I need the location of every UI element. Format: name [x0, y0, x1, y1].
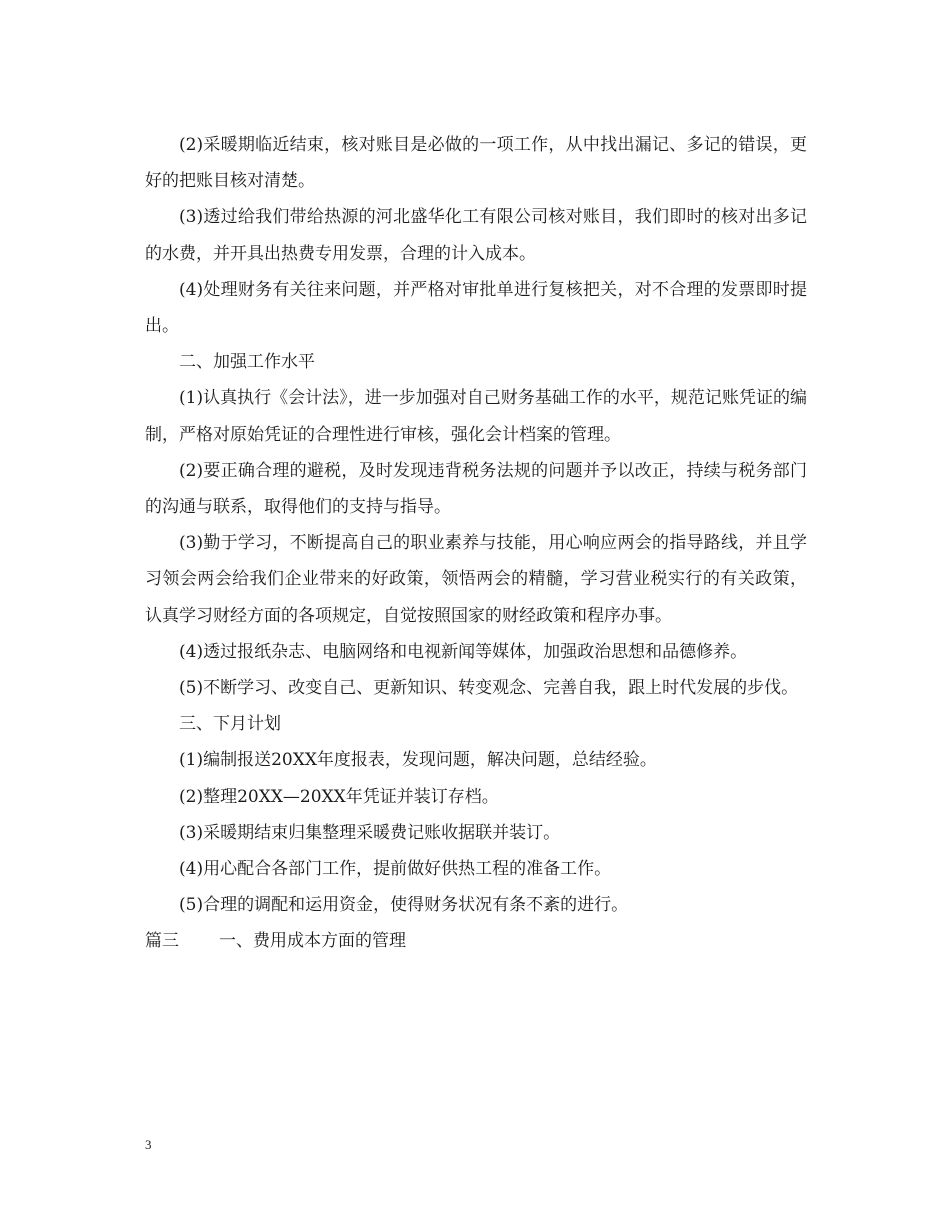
paragraph: (2)要正确合理的避税，及时发现违背税务法规的问题并予以改正，持续与税务部门的沟通与联系，取得他们的支持与指导。 — [145, 460, 807, 518]
page-number: 3 — [145, 1137, 152, 1152]
list-item: (4)用心配合各部门工作，提前做好供热工程的准备工作。 — [179, 859, 612, 880]
section-title: 一、费用成本方面的管理 — [219, 931, 406, 952]
section-label: 篇三 — [145, 931, 179, 952]
section-heading: 三、下月计划 — [179, 714, 281, 735]
paragraph: (4)处理财务有关往来问题，并严格对审批单进行复核把关，对不合理的发票即时提出。 — [145, 279, 807, 337]
paragraph: (5)不断学习、改变自己、更新知识、转变观念、完善自我，跟上时代发展的步伐。 — [179, 678, 799, 699]
list-item: (5)合理的调配和运用资金，使得财务状况有条不紊的进行。 — [179, 895, 629, 916]
document-body — [145, 127, 807, 960]
paragraph: (1)认真执行《会计法》，进一步加强对自己财务基础工作的水平，规范记账凭证的编制，严格对原始凭证的合理性进行审核，强化会计档案的管理。 — [145, 388, 807, 445]
paragraph: (3)勤于学习，不断提高自己的职业素养与技能，用心响应两会的指导路线，并且学习领会两会给我们企业带来的好政策，领悟两会的精髓，学习营业税实行的有关政策，认真学习财经方面的各项规定，自觉按照国家的财经政策和程序办事。 — [145, 533, 807, 626]
list-item: (1)编制报送20XX年度报表，发现问题，解决问题，总结经验。 — [179, 750, 657, 771]
paragraph: (4)透过报纸杂志、电脑网络和电视新闻等媒体，加强政治思想和品德修养。 — [179, 641, 748, 662]
section-title-line — [145, 923, 807, 959]
list-item: (2)整理20XX—20XX年凭证并装订存档。 — [179, 786, 499, 807]
paragraph: (3)透过给我们带给热源的河北盛华化工有限公司核对账目，我们即时的核对出多记的水费，并开具出热费专用发票，合理的计入成本。 — [145, 207, 807, 264]
paragraph: (2)采暖期临近结束，核对账目是必做的一项工作，从中找出漏记、多记的错误，更好的把账目核对清楚。 — [145, 135, 807, 192]
list-item: (3)采暖期结束归集整理采暖费记账收据联并装订。 — [179, 822, 561, 843]
section-heading: 二、加强工作水平 — [179, 352, 315, 373]
